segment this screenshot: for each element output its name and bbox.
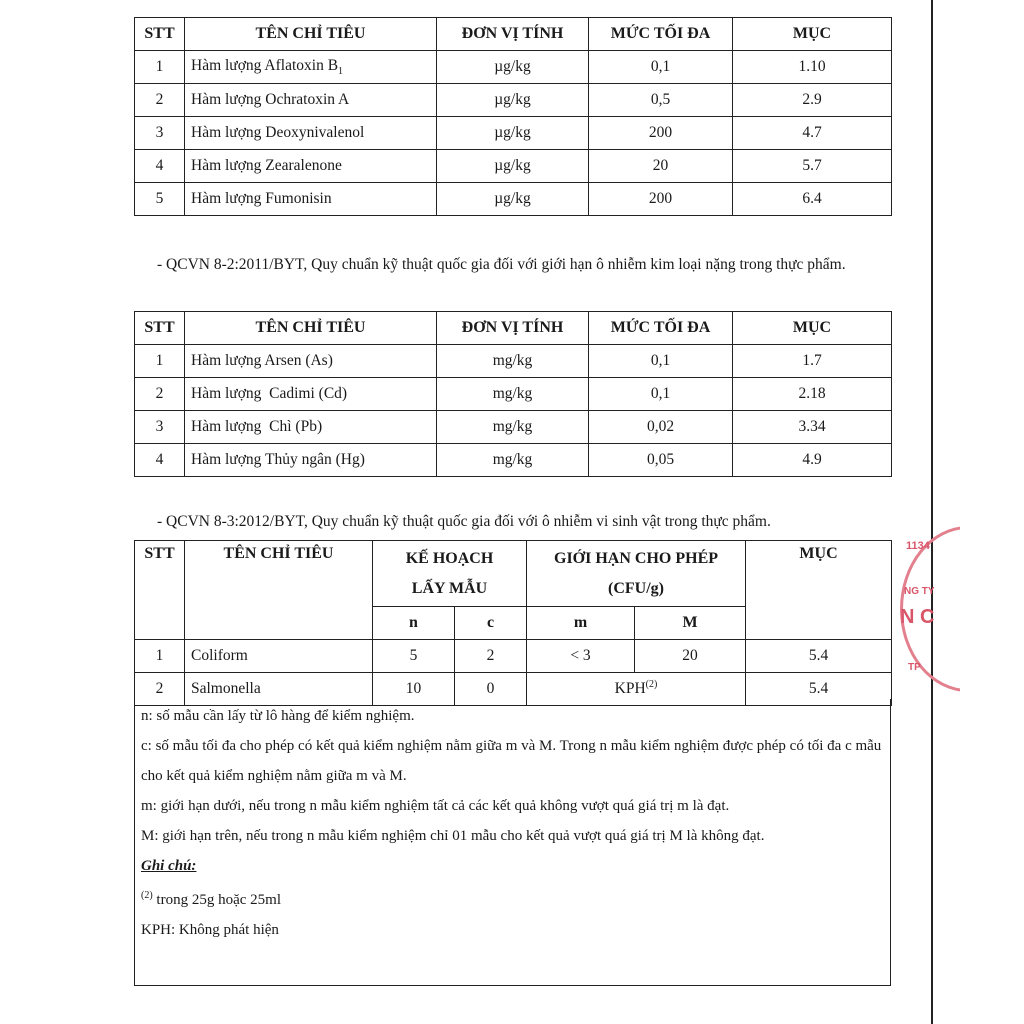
cell-max: 0,05 [589, 444, 733, 477]
note-heading [141, 851, 884, 881]
cell-max: 200 [589, 117, 733, 150]
cell-unit: mg/kg [437, 444, 589, 477]
header-name: TÊN CHỈ TIÊU [185, 312, 437, 345]
cell-item: 6.4 [733, 183, 892, 216]
table-row [135, 150, 892, 183]
header-item: MỤC [733, 18, 892, 51]
cell-item: 1.10 [733, 51, 892, 84]
header-unit: ĐƠN VỊ TÍNH [437, 312, 589, 345]
header-max: MỨC TỐI ĐA [589, 18, 733, 51]
table-row [135, 84, 892, 117]
mycotoxin-table [134, 17, 892, 216]
stamp-line2: NG TY [904, 586, 935, 597]
note-m-upper: M: giới hạn trên, nếu trong n mẫu kiểm nghiệm chỉ 01 mẫu cho kết quả vượt quá giá trị M là không đạt. [141, 828, 765, 844]
cell-name: Hàm lượng Arsen (As) [185, 345, 437, 378]
cell-stt: 4 [135, 444, 185, 477]
cell-item: 1.7 [733, 345, 892, 378]
header-item: MỤC [733, 312, 892, 345]
notes-box [134, 699, 891, 986]
header-allowed-limit-line1: GIỚI HẠN CHO PHÉP [554, 550, 719, 567]
cell-stt: 5 [135, 183, 185, 216]
cell-unit: mg/kg [437, 345, 589, 378]
cell-item: 4.7 [733, 117, 892, 150]
table-row [135, 411, 892, 444]
cell-stt: 1 [135, 640, 185, 673]
table-header-row [135, 312, 892, 345]
header-allowed-limit-line2: (CFU/g) [608, 580, 664, 597]
cell-unit: µg/kg [437, 150, 589, 183]
cell-name: Hàm lượng Deoxynivalenol [185, 117, 437, 150]
table-row [135, 345, 892, 378]
cell-stt: 2 [135, 84, 185, 117]
cell-name-subscript: 1 [338, 66, 344, 78]
cell-item: 5.4 [746, 640, 892, 673]
cell-max: 0,5 [589, 84, 733, 117]
stamp-line3: N C [900, 606, 935, 628]
cell-unit: µg/kg [437, 51, 589, 84]
table-header-row [135, 541, 892, 607]
note-c: c: số mẫu tối đa cho phép có kết quả kiểm nghiệm nằm giữa m và M. Trong n mẫu kiểm nghiệm được phép có tối đa c mẫu cho kết quả kiểm nghiệm nằm giữa m và M. [141, 738, 882, 784]
cell-c: 0 [455, 673, 527, 706]
cell-name: Hàm lượng Fumonisin [185, 183, 437, 216]
cell-name: Hàm lượng Cadimi (Cd) [185, 378, 437, 411]
header-n: n [373, 607, 455, 640]
header-allowed-limit [527, 541, 746, 607]
cell-stt: 1 [135, 51, 185, 84]
cell-unit: µg/kg [437, 84, 589, 117]
stamp-line1: 1134 [906, 540, 930, 552]
cell-name: Hàm lượng Ochratoxin A [185, 84, 437, 117]
table-row [135, 117, 892, 150]
microbiology-table [134, 540, 892, 706]
cell-name: Hàm lượng Zearalenone [185, 150, 437, 183]
cell-limit-text: KPH [614, 680, 646, 698]
table-row [135, 378, 892, 411]
header-unit: ĐƠN VỊ TÍNH [437, 18, 589, 51]
regulation-heavy-metals-text [157, 250, 897, 280]
header-c: c [455, 607, 527, 640]
cell-item: 5.7 [733, 150, 892, 183]
cell-stt: 3 [135, 117, 185, 150]
cell-unit: mg/kg [437, 411, 589, 444]
cell-name-text: Hàm lượng Aflatoxin B [191, 56, 339, 74]
regulation-heavy-metals-sentence: - QCVN 8-2:2011/BYT, Quy chuẩn kỹ thuật quốc gia đối với giới hạn ô nhiễm kim loại nặng trong thực phẩm. [157, 256, 846, 273]
footnote-mark: (2) [141, 890, 153, 901]
table-row [135, 640, 892, 673]
cell-name: Salmonella [185, 673, 373, 706]
cell-name: Hàm lượng Thủy ngân (Hg) [185, 444, 437, 477]
cell-name [185, 51, 437, 84]
table-header-row [135, 18, 892, 51]
cell-stt: 2 [135, 378, 185, 411]
cell-item: 5.4 [746, 673, 892, 706]
header-max: MỨC TỐI ĐA [589, 312, 733, 345]
header-m-lower: m [527, 607, 635, 640]
cell-unit: mg/kg [437, 378, 589, 411]
cell-max: 200 [589, 183, 733, 216]
cell-m-lower: < 3 [527, 640, 635, 673]
cell-n: 10 [373, 673, 455, 706]
cell-m-upper: 20 [635, 640, 746, 673]
header-m-upper: M [635, 607, 746, 640]
cell-item: 2.9 [733, 84, 892, 117]
header-stt: STT [135, 541, 185, 640]
note-n: n: số mẫu cần lấy từ lô hàng để kiểm nghiệm. [141, 708, 415, 724]
table-row [135, 444, 892, 477]
header-name: TÊN CHỈ TIÊU [185, 18, 437, 51]
cell-item: 2.18 [733, 378, 892, 411]
cell-stt: 4 [135, 150, 185, 183]
header-name: TÊN CHỈ TIÊU [185, 541, 373, 640]
table-row [135, 183, 892, 216]
table-row [135, 51, 892, 84]
header-item: MỤC [746, 541, 892, 640]
cell-n: 5 [373, 640, 455, 673]
cell-name: Coliform [185, 640, 373, 673]
heavy-metals-table [134, 311, 892, 477]
cell-unit: µg/kg [437, 117, 589, 150]
cell-max: 0,02 [589, 411, 733, 444]
regulation-microbiology-text [157, 507, 917, 537]
header-sampling-plan-line1: KẾ HOẠCH [405, 550, 494, 567]
cell-limit-footnote-mark: (2) [645, 679, 658, 691]
header-sampling-plan-line2: LẤY MẪU [411, 580, 488, 597]
header-stt: STT [135, 18, 185, 51]
footnote-text: trong 25g hoặc 25ml [152, 892, 281, 908]
cell-max: 20 [589, 150, 733, 183]
cell-max: 0,1 [589, 378, 733, 411]
cell-stt: 1 [135, 345, 185, 378]
cell-stt: 2 [135, 673, 185, 706]
note-m-lower: m: giới hạn dưới, nếu trong n mẫu kiểm nghiệm tất cả các kết quả không vượt quá giá trị m là đạt. [141, 798, 730, 814]
cell-name: Hàm lượng Chì (Pb) [185, 411, 437, 444]
cell-unit: µg/kg [437, 183, 589, 216]
stamp-line4: TP [908, 662, 921, 673]
regulation-microbiology-sentence: - QCVN 8-3:2012/BYT, Quy chuẩn kỹ thuật quốc gia đối với ô nhiễm vi sinh vật trong thực phẩm. [157, 513, 771, 530]
note-kph: KPH: Không phát hiện [141, 922, 279, 938]
ghi-chu-label: Ghi chú: [141, 858, 197, 874]
cell-stt: 3 [135, 411, 185, 444]
cell-item: 3.34 [733, 411, 892, 444]
header-sampling-plan [373, 541, 527, 607]
company-stamp [900, 526, 960, 696]
cell-max: 0,1 [589, 345, 733, 378]
cell-c: 2 [455, 640, 527, 673]
cell-max: 0,1 [589, 51, 733, 84]
note-footnote [141, 881, 884, 915]
cell-item: 4.9 [733, 444, 892, 477]
header-stt: STT [135, 312, 185, 345]
page-right-border [931, 0, 933, 1024]
